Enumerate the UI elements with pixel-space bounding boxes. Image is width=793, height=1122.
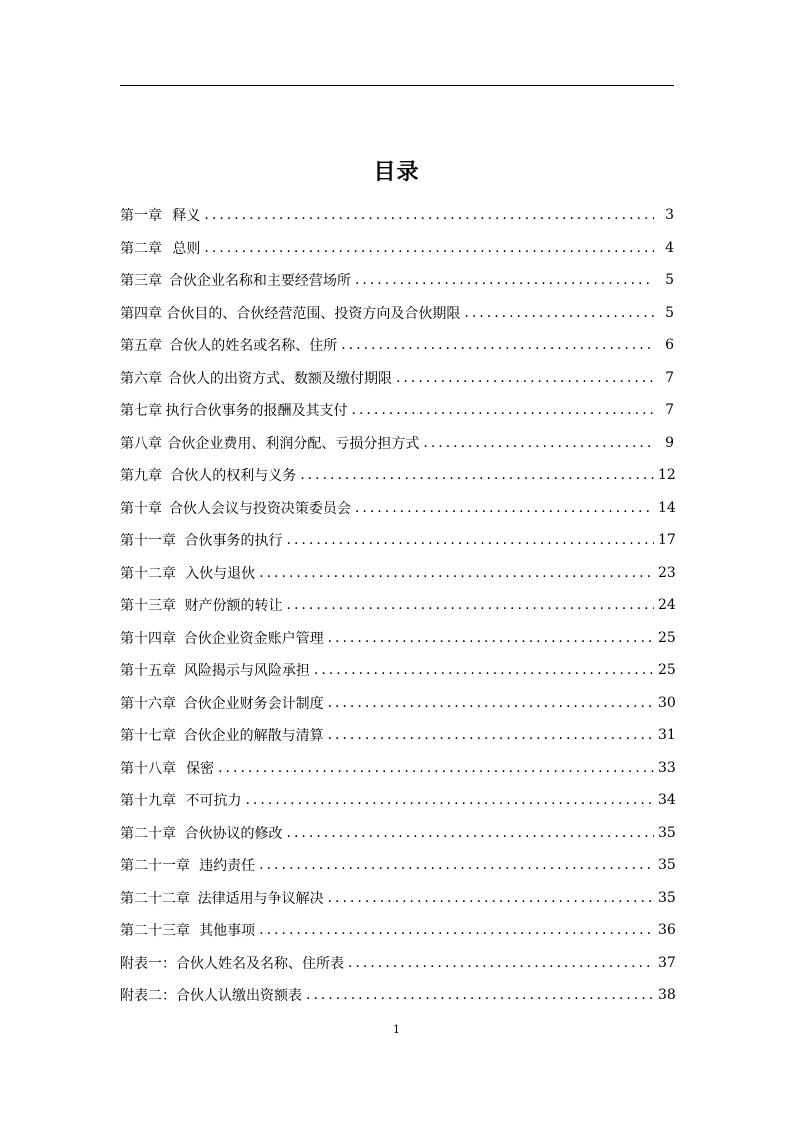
dot-leader: [464, 305, 654, 321]
toc-entry[interactable]: [120, 427, 674, 460]
dot-leader: [328, 695, 654, 711]
toc-chapter-title: 合伙人的姓名或名称、住所: [169, 338, 338, 355]
toc-entry[interactable]: [120, 297, 674, 330]
toc-chapter-number: 第八章: [120, 435, 162, 452]
toc-chapter-number: 第十章: [120, 500, 162, 517]
toc-entry[interactable]: [120, 622, 674, 655]
toc-chapter-title: 合伙企业资金账户管理: [183, 630, 324, 647]
toc-chapter-title: 附表二：合伙人认缴出资额表: [120, 988, 302, 1005]
toc-entry[interactable]: [120, 459, 674, 492]
toc-entry[interactable]: [120, 687, 674, 720]
toc-page-number: 31: [658, 727, 676, 744]
toc-entry[interactable]: [120, 492, 674, 525]
dot-leader: [300, 467, 654, 483]
toc-page-number: 24: [658, 597, 676, 614]
header-rule: [120, 85, 674, 86]
toc-page-number: 17: [658, 532, 676, 549]
dot-leader: [287, 597, 654, 613]
toc-page-number: 3: [665, 207, 674, 224]
dot-leader: [218, 760, 654, 776]
toc-chapter-title: 不可抗力: [185, 793, 242, 810]
toc-chapter-title: 总则: [172, 240, 201, 257]
toc-entry[interactable]: [120, 882, 674, 915]
toc-page-number: 14: [658, 499, 676, 516]
toc-page-number: 25: [658, 662, 676, 679]
dot-leader: [355, 500, 654, 516]
toc-entry[interactable]: [120, 557, 674, 590]
dot-leader: [306, 987, 654, 1003]
toc-page-number: 34: [658, 792, 676, 809]
dot-leader: [348, 955, 654, 971]
page-title: 目录: [373, 159, 420, 185]
toc-chapter-number: 第五章: [120, 338, 162, 355]
toc-entry[interactable]: [120, 914, 674, 947]
toc-chapter-title: 合伙协议的修改: [184, 825, 283, 842]
dot-leader: [396, 370, 654, 386]
toc-chapter-number: 第二十三章: [120, 923, 190, 940]
dot-leader: [287, 532, 654, 548]
toc-chapter-number: 第三章: [120, 273, 162, 290]
toc-chapter-title: 合伙事务的执行: [184, 533, 283, 550]
toc-entry[interactable]: [120, 232, 674, 265]
toc-page-number: 37: [658, 954, 676, 971]
toc-page-number: 7: [665, 369, 674, 386]
toc-chapter-number: 第十二章: [120, 565, 176, 582]
toc-page-number: 35: [658, 824, 676, 841]
toc-entry[interactable]: [120, 947, 674, 980]
toc-entry[interactable]: [120, 719, 674, 752]
toc-page-number: 38: [658, 987, 676, 1004]
toc-chapter-number: 第二十二章: [120, 890, 190, 907]
dot-leader: [341, 337, 654, 353]
toc-page-number: 12: [658, 467, 676, 484]
toc-entry[interactable]: [120, 817, 674, 850]
toc-chapter-number: 第十七章: [120, 728, 176, 745]
toc-chapter-number: 第二章: [120, 240, 162, 257]
toc-page-number: 35: [658, 857, 676, 874]
table-of-contents: [120, 199, 674, 1012]
toc-entry[interactable]: [120, 394, 674, 427]
toc-page-number: 25: [658, 629, 676, 646]
toc-page-number: 33: [658, 759, 676, 776]
toc-entry[interactable]: [120, 524, 674, 557]
toc-chapter-number: 第四章: [120, 305, 162, 322]
dot-leader: [328, 890, 654, 906]
toc-entry[interactable]: [120, 654, 674, 687]
dot-leader: [245, 792, 654, 808]
toc-chapter-title: 违约责任: [199, 858, 256, 875]
toc-page-number: 6: [665, 337, 674, 354]
toc-chapter-title: 合伙企业名称和主要经营场所: [168, 273, 351, 290]
toc-page-number: 30: [658, 694, 676, 711]
toc-chapter-title: 附表一：合伙人姓名及名称、住所表: [120, 955, 344, 972]
toc-entry[interactable]: [120, 362, 674, 395]
toc-chapter-number: 第十八章: [120, 760, 176, 777]
toc-chapter-title: 入伙与退伙: [185, 565, 256, 582]
toc-chapter-title: 合伙人的出资方式、数额及缴付期限: [167, 370, 392, 387]
toc-page-number: 9: [665, 434, 674, 451]
toc-entry[interactable]: [120, 589, 674, 622]
toc-page-number: 36: [658, 922, 676, 939]
toc-entry[interactable]: [120, 784, 674, 817]
toc-chapter-number: 第十四章: [120, 630, 176, 647]
dot-leader: [204, 240, 654, 256]
toc-chapter-number: 第十一章: [120, 533, 176, 550]
toc-chapter-number: 第二十章: [120, 825, 176, 842]
dot-leader: [259, 922, 654, 938]
toc-chapter-title: 其他事项: [199, 923, 256, 940]
dot-leader: [204, 207, 654, 223]
dot-leader: [352, 402, 654, 418]
toc-entry[interactable]: [120, 752, 674, 785]
page-number: 1: [393, 1023, 400, 1036]
toc-chapter-title: 释义: [172, 208, 201, 225]
toc-page-number: 4: [665, 239, 674, 256]
toc-chapter-number: 第十五章: [120, 663, 176, 680]
toc-chapter-title: 风险揭示与风险承担: [183, 663, 310, 680]
toc-entry[interactable]: [120, 849, 674, 882]
toc-chapter-title: 合伙人会议与投资决策委员会: [168, 500, 351, 517]
toc-chapter-title: 合伙企业费用、利润分配、亏损分担方式: [167, 435, 420, 452]
toc-page-number: 7: [665, 402, 674, 419]
toc-page-number: 5: [665, 304, 674, 321]
dot-leader: [328, 727, 654, 743]
dot-leader: [287, 825, 654, 841]
toc-chapter-title: 执行合伙事务的报酬及其支付: [165, 403, 348, 420]
toc-chapter-number: 第二十一章: [120, 858, 190, 875]
toc-chapter-title: 合伙人的权利与义务: [170, 468, 297, 485]
toc-page-number: 35: [658, 889, 676, 906]
dot-leader: [355, 272, 654, 288]
toc-chapter-title: 合伙企业财务会计制度: [183, 695, 324, 712]
toc-entry[interactable]: [120, 199, 674, 232]
toc-chapter-number: 第一章: [120, 208, 162, 225]
toc-entry[interactable]: [120, 264, 674, 297]
toc-chapter-number: 第六章: [120, 370, 162, 387]
toc-chapter-number: 第九章: [120, 468, 162, 485]
toc-chapter-number: 第十九章: [120, 793, 176, 810]
toc-chapter-number: 第十六章: [120, 695, 176, 712]
dot-leader: [423, 435, 654, 451]
toc-chapter-title: 合伙目的、合伙经营范围、投资方向及合伙期限: [166, 305, 461, 322]
toc-chapter-number: 第十三章: [120, 598, 176, 615]
toc-chapter-title: 保密: [186, 760, 215, 777]
dot-leader: [259, 857, 654, 873]
toc-entry[interactable]: [120, 979, 674, 1012]
toc-entry[interactable]: [120, 329, 674, 362]
dot-leader: [259, 565, 654, 581]
toc-chapter-title: 财产份额的转让: [184, 598, 283, 615]
toc-page-number: 5: [665, 272, 674, 289]
toc-page-number: 23: [658, 564, 676, 581]
dot-leader: [314, 662, 654, 678]
toc-chapter-title: 法律适用与争议解决: [197, 890, 324, 907]
toc-chapter-title: 合伙企业的解散与清算: [183, 728, 324, 745]
dot-leader: [328, 630, 654, 646]
toc-chapter-number: 第七章: [120, 403, 162, 420]
